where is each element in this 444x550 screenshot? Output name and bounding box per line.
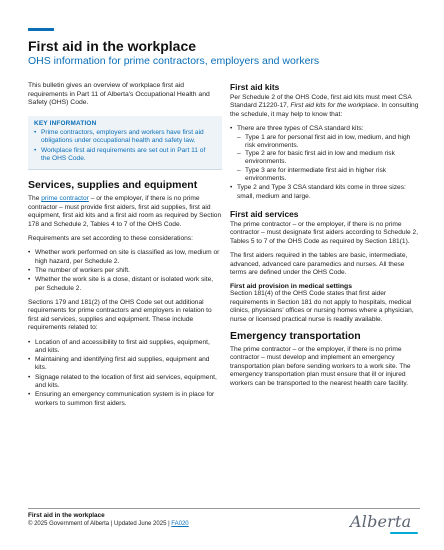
kits-standard-title: First aid kits for the workplace — [290, 102, 378, 110]
footer-meta — [28, 521, 189, 527]
page-title: First aid in the workplace — [28, 38, 197, 54]
intro-paragraph: This bulletin gives an overview of workplace first aid requirements in Part 11 of Alberta's Occupational Health and Safety (OHS) Code. — [28, 82, 210, 107]
medical-settings-heading: First aid provision in medical settings — [230, 283, 352, 291]
list-item: • The number of workers per shift. — [28, 267, 222, 275]
kits-p1-pre: Per Schedule 2 of the OHS Code, first aid kits must meet CSA Standard Z1220-17, — [230, 94, 412, 110]
page-subtitle: OHS information for prime contractors, employers and workers — [28, 55, 320, 67]
alberta-logo: Alberta — [350, 512, 412, 531]
requirements-list — [28, 339, 222, 408]
right-column — [230, 82, 420, 394]
key-information-item: • Prime contractors, employers and workers have first aid obligations under occupational health and safety law. — [34, 129, 216, 146]
list-item — [230, 125, 420, 183]
alberta-logo-swoosh — [390, 532, 418, 534]
list-item: • Ensuring an emergency communication system is in place for workers to summon first aiders. — [28, 391, 222, 408]
first-aid-services-paragraph-2: The first aiders required in the tables are basic, intermediate, advanced, advanced care paramedics and nurses. All these terms are defined under the OHS Code. — [230, 252, 408, 276]
footer-code-link[interactable]: FA020 — [171, 521, 189, 527]
list-item: • Whether work performed on site is classified as low, medium or high hazard, per Schedule 2. — [28, 249, 222, 266]
key-information-list — [34, 129, 216, 164]
first-aid-kits-heading: First aid kits — [230, 82, 280, 92]
kits-p1-post: . In consulting the schedule, it may help to know that: — [230, 102, 419, 118]
list-item: – Type 1 are for personal first aid in low, medium, and high risk environments. — [237, 134, 420, 151]
list-item: • Location of and accessibility to first aid supplies, equipment, and kits. — [28, 339, 222, 356]
footer-divider — [28, 508, 420, 509]
key-information-box — [28, 116, 222, 171]
services-p1-pre: The — [28, 195, 40, 203]
list-item: – Type 2 are for basic first aid in low and medium risk environments. — [237, 150, 420, 167]
services-paragraph-2: Requirements are set according to these considerations: — [28, 235, 193, 243]
list-item: – Type 3 are for intermediate first aid in higher risk environments. — [237, 167, 420, 184]
emergency-transportation-heading: Emergency transportation — [230, 329, 361, 342]
prime-contractor-link[interactable]: prime contractor — [41, 195, 89, 203]
list-item: • Maintaining and identifying first aid supplies, equipment and kits. — [28, 356, 222, 373]
first-aid-services-heading: First aid services — [230, 208, 299, 219]
key-information-item: • Workplace first aid requirements are set out in Part 11 of the OHS Code. — [34, 147, 216, 164]
first-aid-services-paragraph-1: The prime contractor – or the employer, if there is no prime contractor – must designate first aiders according to Schedule 2, Tables 5 to 7 of the OHS Code as required by Section 181(1). — [230, 220, 419, 245]
list-item: • Type 2 and Type 3 CSA standard kits come in three sizes: small, medium and large. — [230, 184, 420, 201]
considerations-list — [28, 249, 222, 292]
medical-settings-paragraph: Section 181(4) of the OHS Code states that first aider requirements in Section 181 do not apply to hospitals, medical clinics, physicians' offices or nursing homes where a physician, nurse or licensed practical nurse is readily available. — [230, 290, 414, 323]
list-item: • Whether the work site is a close, distant or isolated work site, per Schedule 2. — [28, 276, 222, 293]
footer-title: First aid in the workplace — [28, 512, 105, 519]
services-heading: Services, supplies and equipment — [28, 179, 198, 192]
list-item: • Signage related to the location of first aid services, equipment, and kits. — [28, 374, 222, 391]
emergency-transportation-paragraph: The prime contractor – or the employer, if there is no prime contractor – must develop and implement an emergency transportation plan before sending workers to a work site. The emergency transportation plan must ensure that ill or injured workers can be transported to the nearest health care facility. — [230, 345, 411, 387]
kit-types-intro: There are three types of CSA standard kits: — [237, 125, 364, 133]
kit-types-list — [230, 125, 420, 201]
services-paragraph-1 — [28, 195, 222, 229]
header-accent-bar — [28, 28, 54, 31]
kit-types-sublist — [237, 134, 420, 184]
footer-copyright: © 2025 Government of Alberta | Updated June 2025 | — [28, 521, 172, 527]
services-p1-post: – or the employer, if there is no prime contractor – must provide first aiders, first aid supplies, first aid equipment, first aid kits and a first aid room as required by Section 178 and Schedule 2, Tables 4 to 7 of the OHS Code. — [28, 195, 222, 228]
left-column — [28, 82, 222, 414]
services-paragraph-3: Sections 179 and 181(2) of the OHS Code set out additional requirements for prime contractors and employers in relation to first aid services, supplies and equipment. These include requirements related to: — [28, 298, 212, 332]
kits-paragraph — [230, 94, 420, 119]
key-information-title: KEY INFORMATION — [34, 119, 97, 127]
